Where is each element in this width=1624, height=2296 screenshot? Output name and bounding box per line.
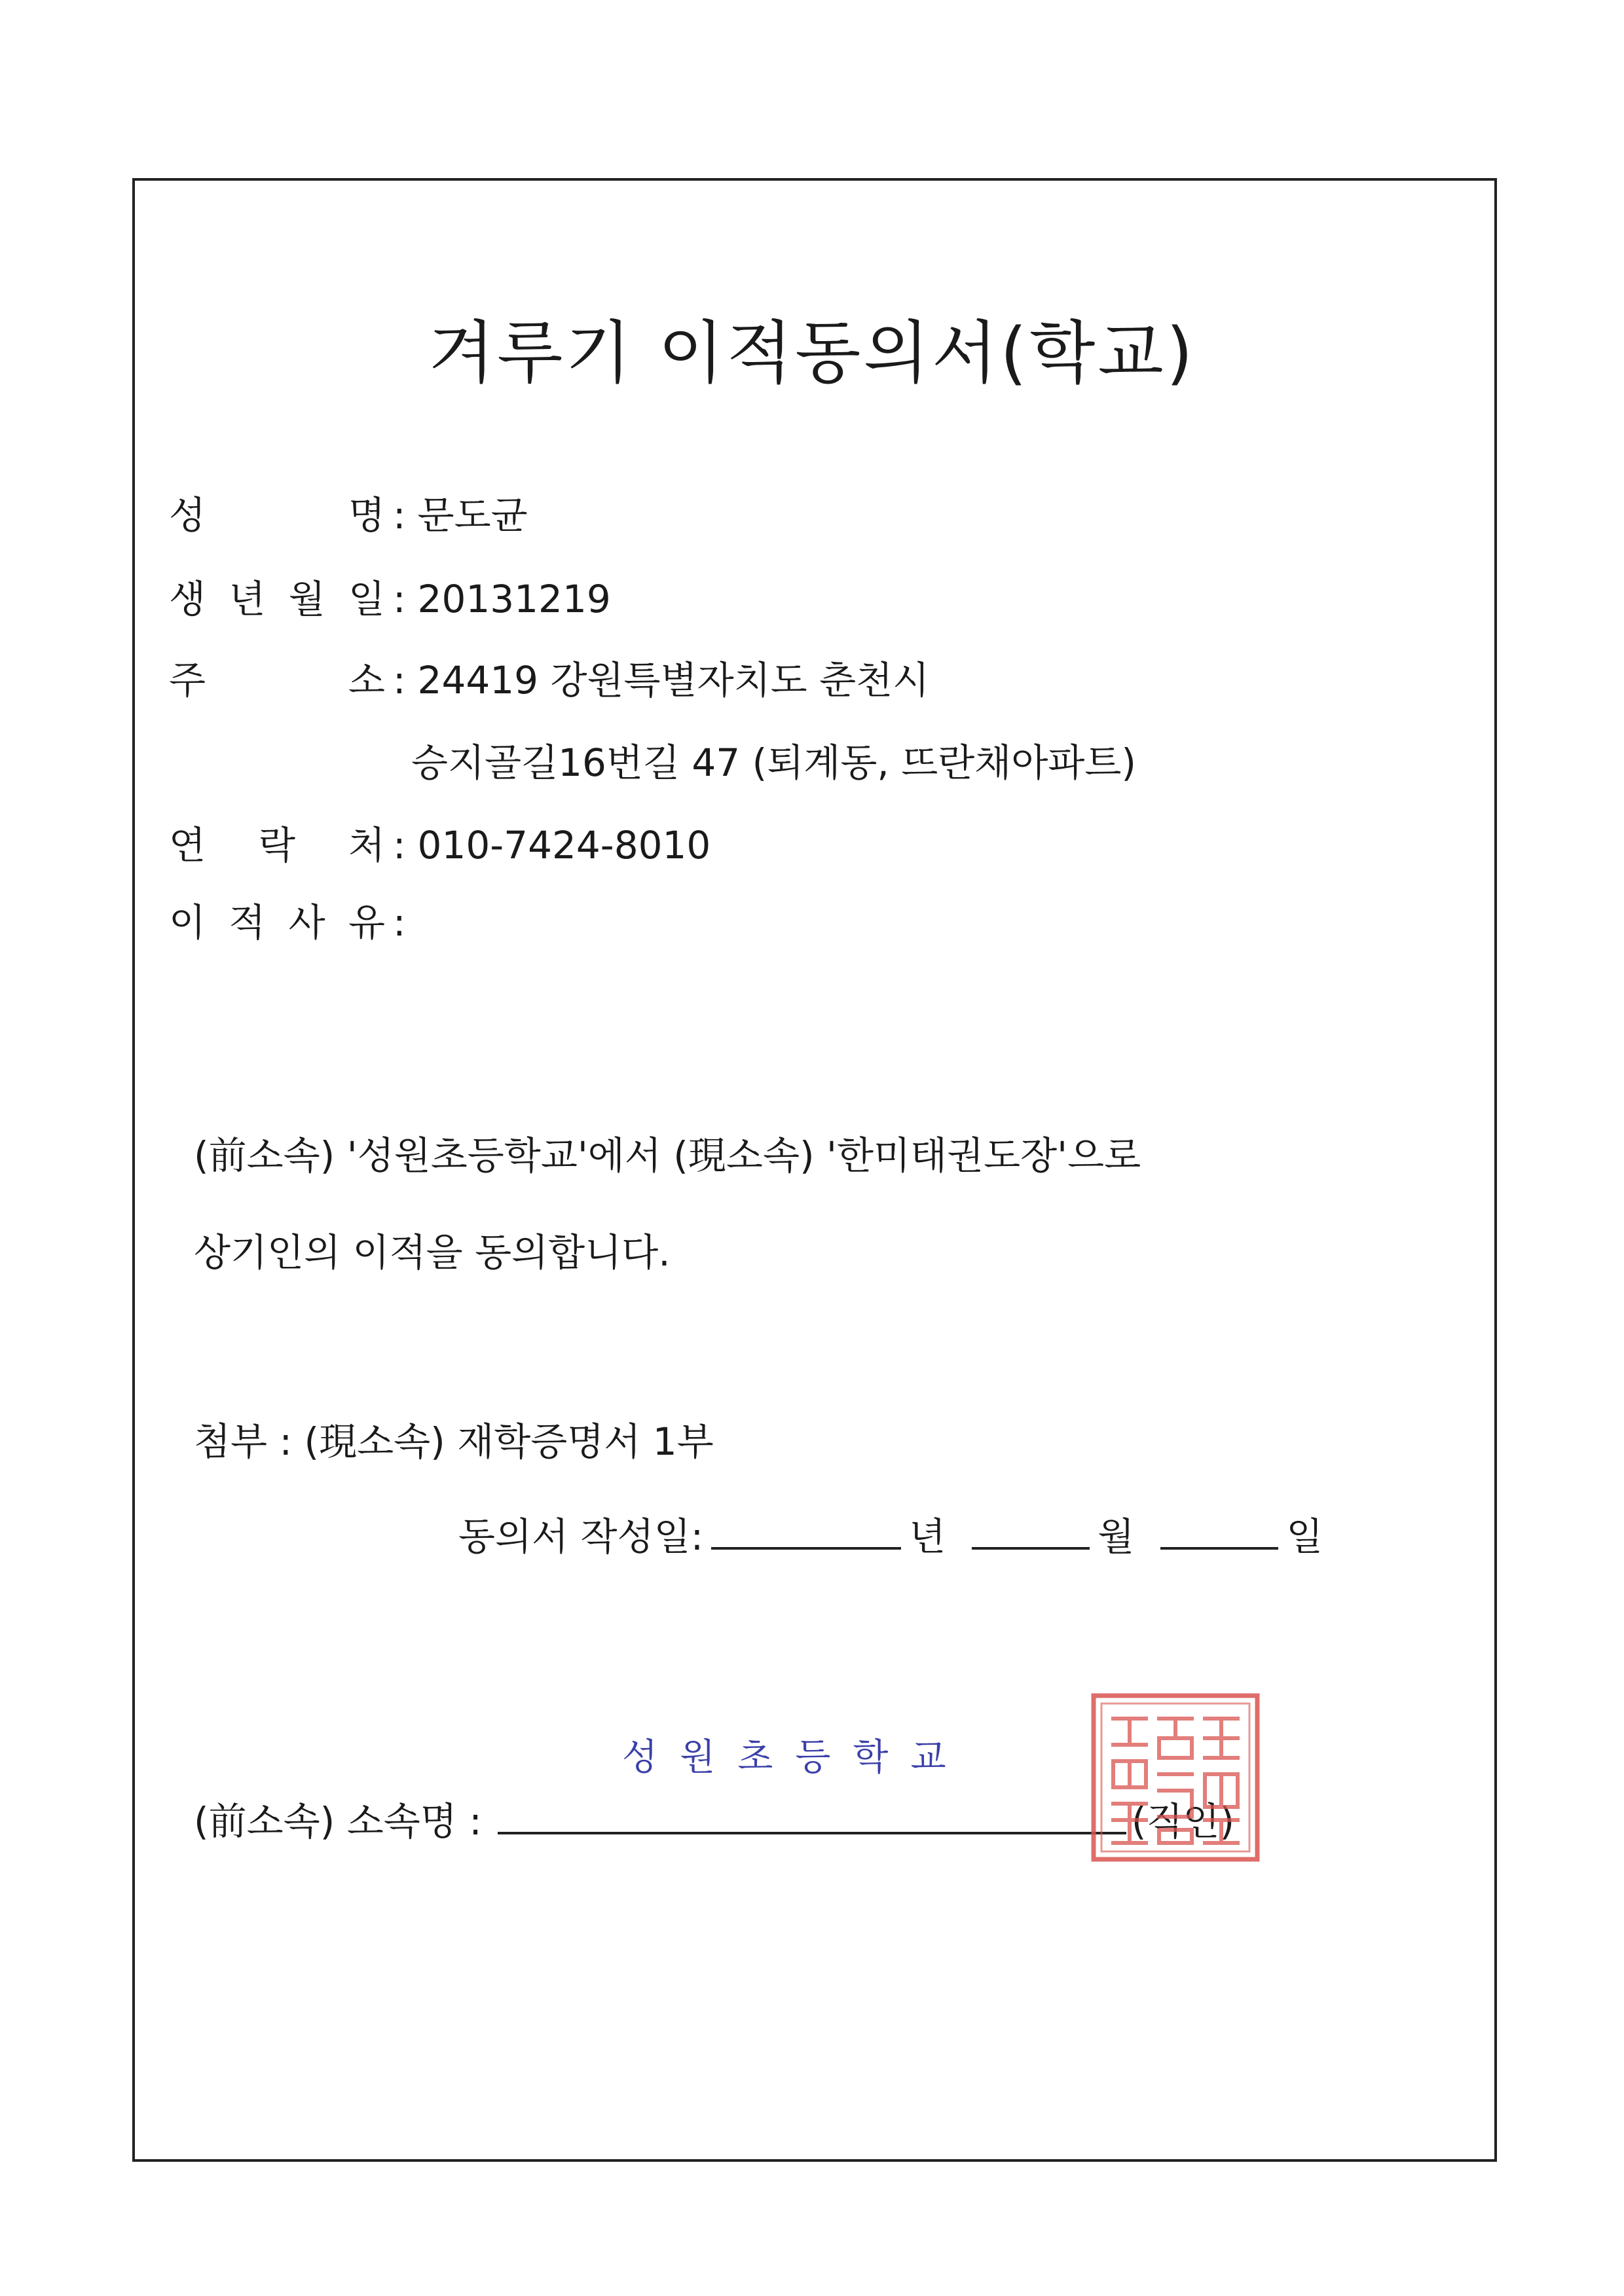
field-contact-value: 010-7424-8010 xyxy=(417,823,711,867)
field-address-row: 주 소 : 24419 강원특별자치도 춘천시 xyxy=(169,649,929,704)
date-day-blank[interactable] xyxy=(1160,1514,1278,1550)
date-day-label: 일 xyxy=(1286,1514,1323,1559)
field-reason-label: 이 적 사 유 xyxy=(169,900,385,945)
field-name-row: 성 명 : 문도균 xyxy=(169,484,528,539)
field-name-label: 성 명 xyxy=(169,493,385,538)
signature-blank[interactable] xyxy=(498,1799,1126,1834)
document-title: 겨루기 이적동의서(학교) xyxy=(428,313,1196,393)
field-contact-label: 연 락 처 xyxy=(169,823,385,867)
consent-line-2: 상기인의 이적을 동의합니다. xyxy=(194,1230,671,1275)
date-label: 동의서 작성일: xyxy=(458,1514,704,1559)
field-address-value-line1: 24419 강원특별자치도 춘천시 xyxy=(417,658,930,702)
field-birth-row: 생 년 월 일 : 20131219 xyxy=(169,568,611,623)
consent-line-1: (前소속) '성원초등학교'에서 (現소속) '한미태권도장'으로 xyxy=(194,1133,1141,1178)
field-address-value-line2: 승지골길16번길 47 (퇴계동, 뜨란채아파트) xyxy=(411,740,1137,785)
signature-label: (前소속) 소속명 : xyxy=(194,1799,482,1844)
attachment-note: 첨부 : (現소속) 재학증명서 1부 xyxy=(194,1419,714,1464)
field-address-label: 주 소 xyxy=(169,658,385,702)
signature-row xyxy=(194,1791,1234,1846)
field-birth-value: 20131219 xyxy=(417,577,611,621)
field-birth-label: 생 년 월 일 xyxy=(169,577,385,621)
seal-label: (직인) xyxy=(1131,1799,1235,1844)
date-month-blank[interactable] xyxy=(972,1514,1090,1550)
field-contact-row: 연 락 처 : 010-7424-8010 xyxy=(169,814,710,869)
official-seal-icon xyxy=(1087,1689,1264,1866)
school-name-stamp: 성원초등학교 xyxy=(622,1736,969,1779)
field-name-value: 문도균 xyxy=(417,493,528,538)
date-row xyxy=(458,1506,1323,1561)
date-year-label: 년 xyxy=(909,1514,946,1559)
date-year-blank[interactable] xyxy=(711,1514,901,1550)
field-reason-row: 이 적 사 유 : xyxy=(169,892,418,947)
date-month-label: 월 xyxy=(1098,1514,1135,1559)
